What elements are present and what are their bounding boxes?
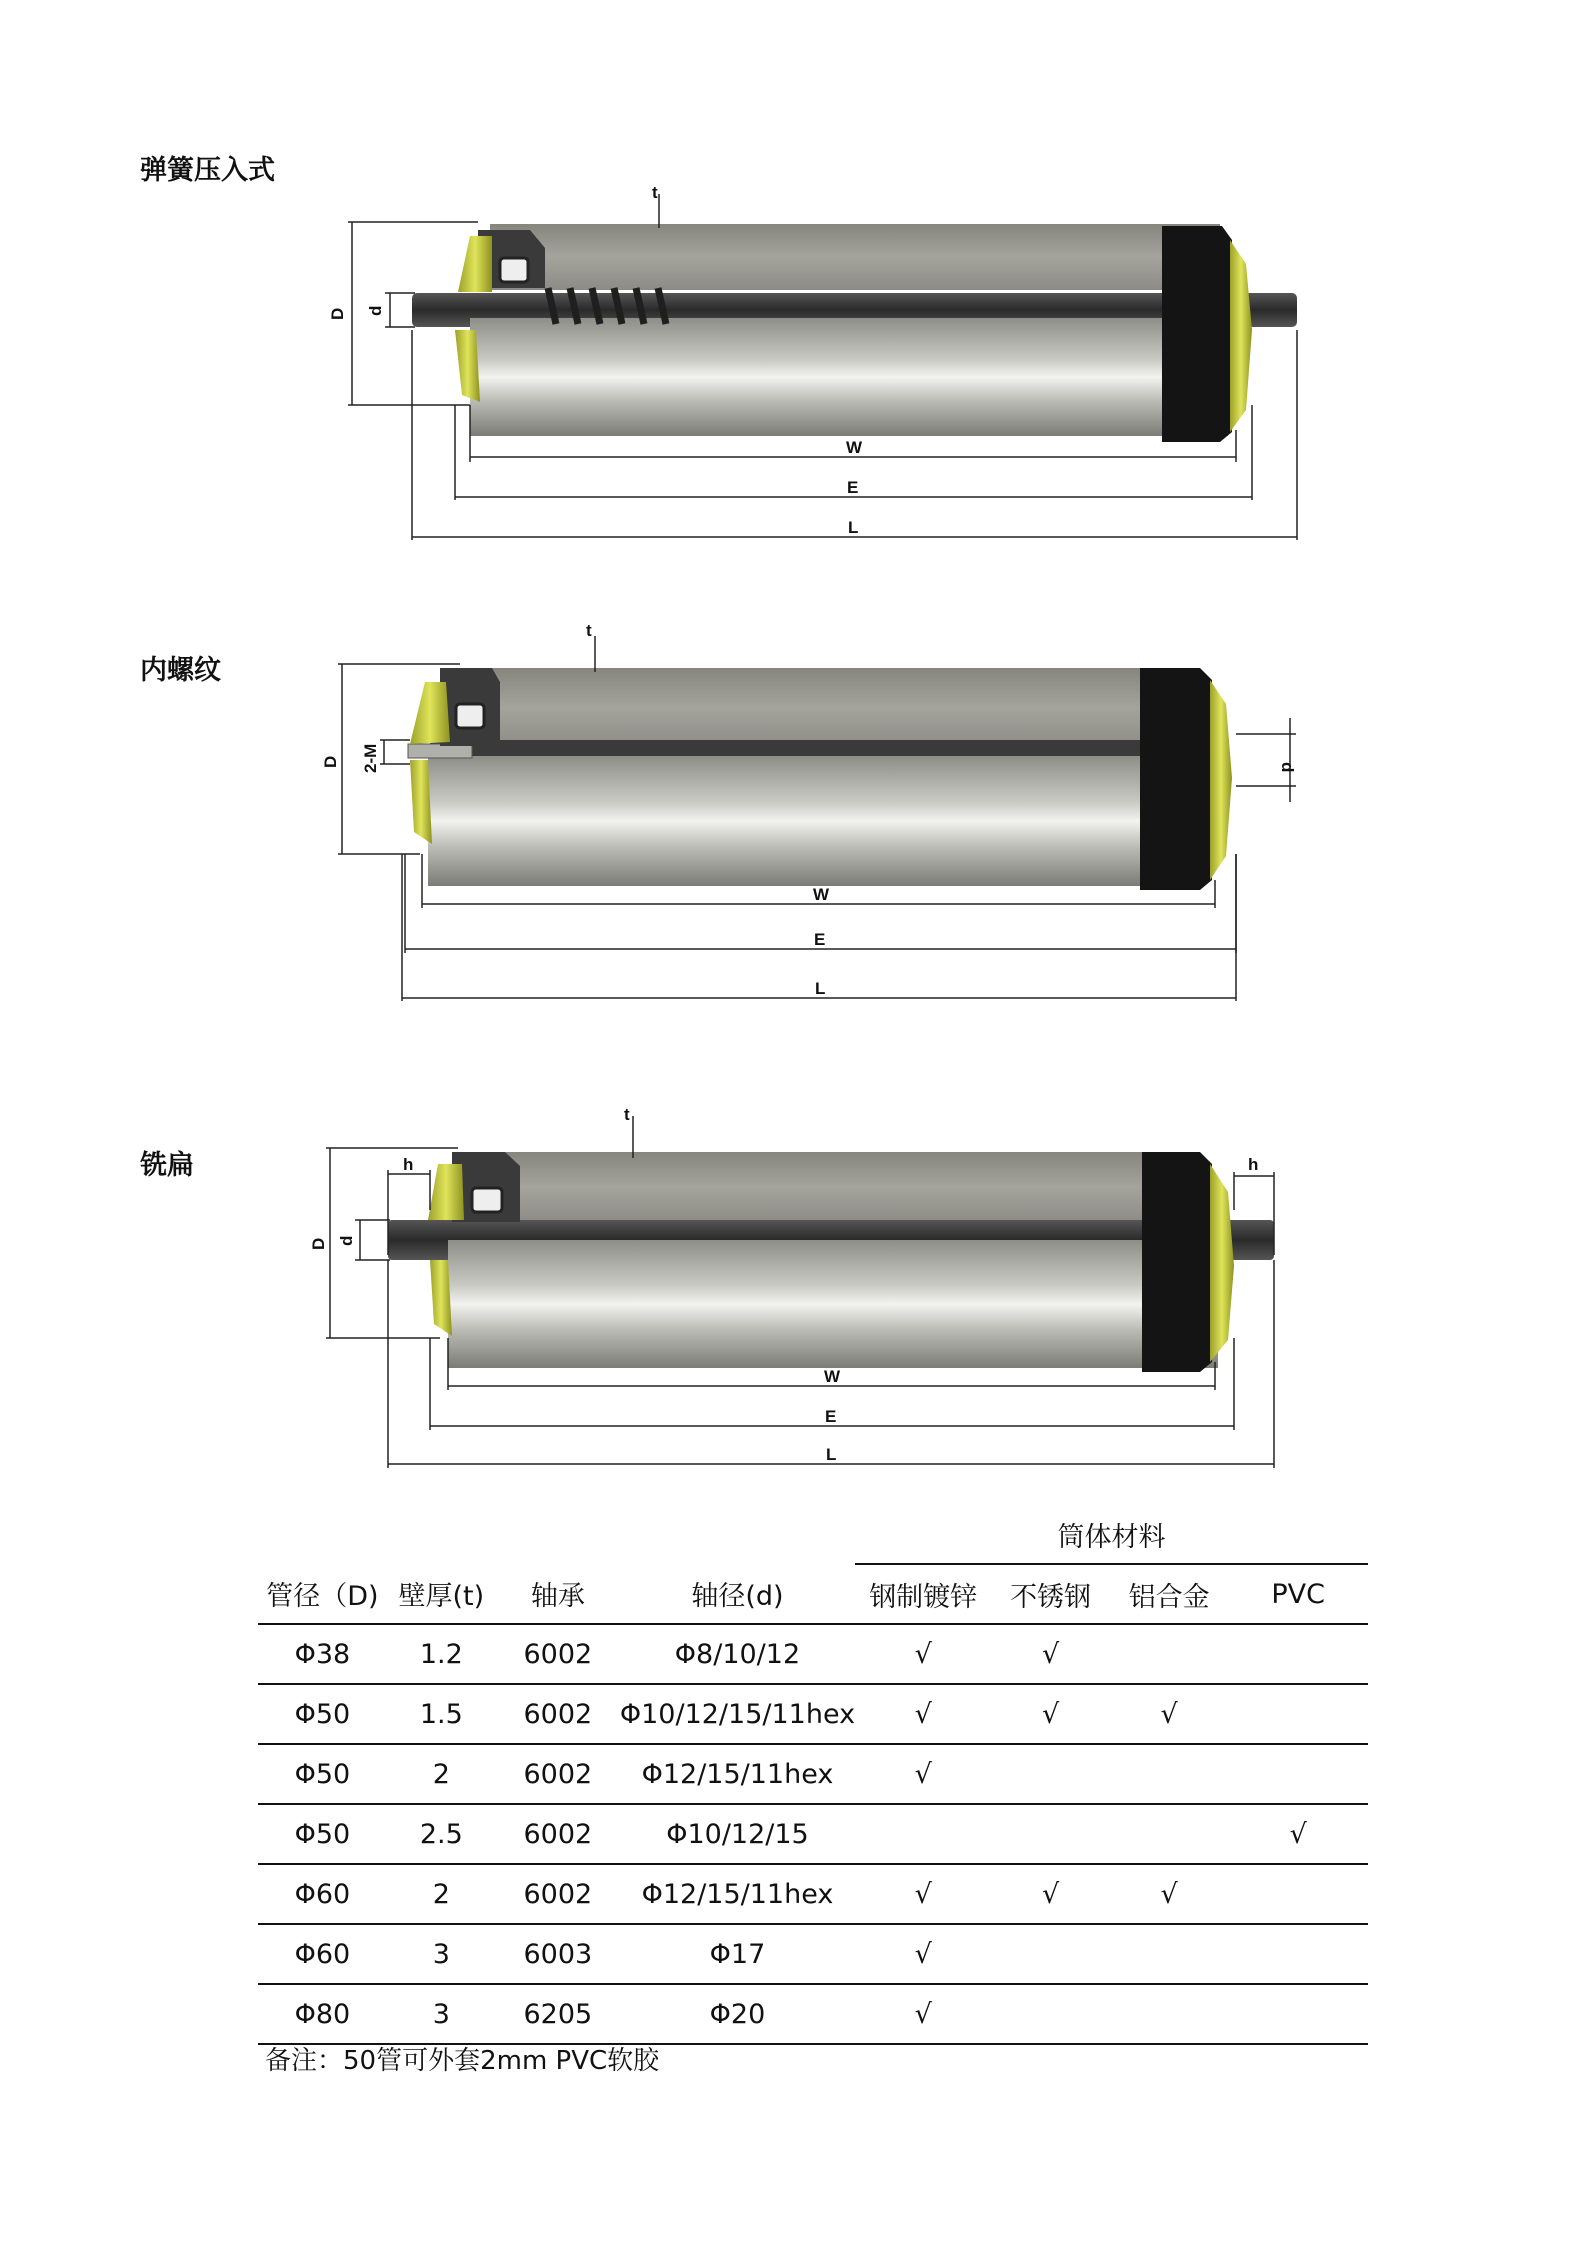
cell-diameter: Φ50 [258,1684,387,1744]
cell-aluminum [1110,1624,1229,1684]
cell-shaft: Φ12/15/11hex [620,1864,855,1924]
right-end-cap [1140,668,1212,890]
dim-D: D [309,1237,328,1250]
left-bearing [500,258,528,282]
header-pvc: PVC [1228,1564,1368,1624]
dim-W: W [813,885,830,904]
left-bearing [472,1188,502,1212]
cell-bearing: 6205 [496,1984,620,2044]
cell-stainless [991,1924,1110,1984]
cell-shaft: Φ10/12/15/11hex [620,1684,855,1744]
roller-drawing-milled-flat [0,1100,1588,1480]
section-title-internal-thread: 内螺纹 [140,655,221,686]
cell-pvc [1228,1624,1368,1684]
cell-diameter: Φ80 [258,1984,387,2044]
cell-stainless: √ [991,1864,1110,1924]
cell-wall: 3 [387,1924,496,1984]
table-row [258,1744,1368,1804]
table-row [258,1624,1368,1684]
group-header-row [258,1505,1368,1564]
header-galvanized-steel: 钢制镀锌 [855,1564,991,1624]
cell-bearing: 6002 [496,1804,620,1864]
header-shaft-diameter: 轴径(d) [620,1564,855,1624]
cell-bearing: 6002 [496,1744,620,1804]
cell-wall: 2 [387,1744,496,1804]
cell-galvanized: √ [855,1684,991,1744]
right-bearing-cap [1210,1164,1234,1362]
tube-body [448,1240,1218,1368]
cell-galvanized [855,1804,991,1864]
cell-bearing: 6002 [496,1864,620,1924]
cell-bearing: 6002 [496,1684,620,1744]
cell-stainless: √ [991,1624,1110,1684]
cell-galvanized: √ [855,1744,991,1804]
cell-wall: 3 [387,1984,496,2044]
header-wall-thickness: 壁厚(t) [387,1564,496,1624]
cell-galvanized: √ [855,1984,991,2044]
cell-bearing: 6003 [496,1924,620,1984]
table-note: 备注：50管可外套2mm PVC软胶 [265,2046,660,2076]
dim-d: d [366,305,385,316]
header-stainless-steel: 不锈钢 [991,1564,1110,1624]
spec-table-wrapper [258,1505,1368,2045]
left-end-cap-upper [428,1164,464,1220]
cell-wall: 1.5 [387,1684,496,1744]
cell-shaft: Φ12/15/11hex [620,1744,855,1804]
header-diameter: 管径（D) [258,1564,387,1624]
dim-L: L [848,518,859,537]
dim-t: t [652,183,658,202]
dim-d: d [1278,762,1297,773]
tube-body [470,318,1228,436]
table-row [258,1984,1368,2044]
cell-aluminum: √ [1110,1684,1229,1744]
cell-diameter: Φ60 [258,1924,387,1984]
dim-E: E [825,1407,837,1426]
cell-pvc [1228,1744,1368,1804]
cell-shaft: Φ10/12/15 [620,1804,855,1864]
dim-t: t [624,1105,630,1124]
table-row [258,1684,1368,1744]
dim-h-right: h [1248,1155,1259,1174]
cell-galvanized: √ [855,1624,991,1684]
table-row [258,1924,1368,1984]
section-title-spring: 弹簧压入式 [140,155,275,186]
cell-aluminum [1110,1984,1229,2044]
cell-pvc [1228,1684,1368,1744]
cell-pvc [1228,1924,1368,1984]
cell-pvc [1228,1864,1368,1924]
cell-diameter: Φ50 [258,1804,387,1864]
cell-aluminum: √ [1110,1864,1229,1924]
tube-upper-section [460,668,1140,748]
right-end-cap [1142,1152,1212,1372]
cell-shaft: Φ8/10/12 [620,1624,855,1684]
cell-wall: 2 [387,1864,496,1924]
cell-stainless [991,1984,1110,2044]
tube-body [428,756,1204,886]
roller-drawing-spring [0,180,1588,550]
cell-diameter: Φ60 [258,1864,387,1924]
dim-t: t [586,621,592,640]
dim-L: L [826,1445,837,1464]
cell-wall: 2.5 [387,1804,496,1864]
cell-aluminum [1110,1744,1229,1804]
left-end-cap-upper [410,682,450,744]
dim-h-left: h [403,1155,414,1174]
thread [408,744,472,758]
cell-wall: 1.2 [387,1624,496,1684]
cell-pvc: √ [1228,1804,1368,1864]
header-row [258,1564,1368,1624]
cell-stainless: √ [991,1684,1110,1744]
roller-drawing-internal-thread [0,618,1588,1018]
cell-galvanized: √ [855,1924,991,1984]
dim-D: D [328,307,347,320]
cell-stainless [991,1744,1110,1804]
dim-d: d [337,1235,356,1246]
section-title-milled-flat: 铣扁 [140,1150,194,1181]
cell-shaft: Φ17 [620,1924,855,1984]
group-header-material: 筒体材料 [855,1505,1368,1564]
dim-W: W [846,438,863,457]
tube-upper-section [490,224,1220,290]
header-aluminum: 铝合金 [1110,1564,1229,1624]
cell-stainless [991,1804,1110,1864]
cell-bearing: 6002 [496,1624,620,1684]
right-end-cap [1162,226,1232,442]
right-bearing-cap [1210,680,1232,880]
spec-table [258,1505,1368,2045]
header-bearing: 轴承 [496,1564,620,1624]
left-bearing [456,704,484,728]
cell-shaft: Φ20 [620,1984,855,2044]
cell-pvc [1228,1984,1368,2044]
table-row [258,1864,1368,1924]
dim-L: L [815,979,826,998]
dim-D: D [321,755,340,768]
dim-2M: 2-M [361,743,380,773]
cell-aluminum [1110,1924,1229,1984]
tube-upper-section [460,1152,1150,1222]
cell-diameter: Φ38 [258,1624,387,1684]
right-bearing-cap [1230,240,1252,432]
cell-diameter: Φ50 [258,1744,387,1804]
cell-galvanized: √ [855,1864,991,1924]
left-end-cap-lower [455,330,480,402]
left-end-cap-upper [458,236,492,292]
table-row [258,1804,1368,1864]
dim-W: W [824,1367,841,1386]
dim-E: E [847,478,859,497]
cell-aluminum [1110,1804,1229,1864]
dim-E: E [814,930,826,949]
